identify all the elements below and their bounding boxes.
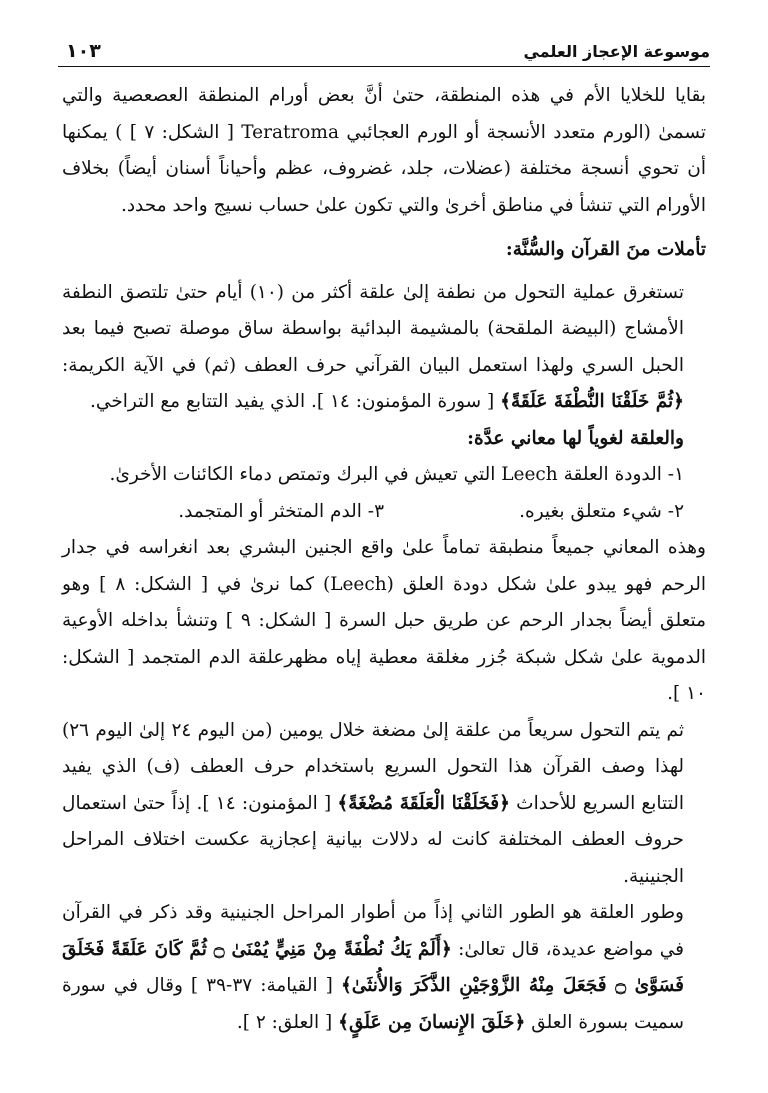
quran-verse: ﴿خَلَقَ الإِنسانَ مِن عَلَقٍ﴾ bbox=[338, 1011, 526, 1033]
page-number: ١٠٣ bbox=[66, 40, 101, 62]
page-body bbox=[62, 78, 706, 1041]
text-run: [ سورة المؤمنون: ١٤ ]. الذي يفيد التتابع مع التراخي. bbox=[90, 391, 501, 412]
paragraph-teratoma: بقايا للخلايا الأم في هذه المنطقة، حتىٰ أنَّ بعض أورام المنطقة العصعصية والتي تسمىٰ (الورم متعدد الأنسجة أو الورم العجائبي Teratroma [ الشكل: ٧ ] ) يمكنها أن تحوي أنسجة مختلفة (عضلات، جلد، غضروف، عظم وأحياناً أسنان أيضاً) بخلاف الأورام التي تنشأ في مناطق أخرىٰ والتي تكون علىٰ حساب نسيج واحد محدد. bbox=[62, 85, 706, 216]
quran-verse: ﴿ثُمَّ خَلَقْنَا النُّطْفَةَ عَلَقَةً﴾ bbox=[500, 391, 684, 412]
running-title: موسوعة الإعجاز العلمي bbox=[523, 42, 710, 61]
page-header bbox=[58, 40, 710, 67]
quran-verse: ﴿فَخَلَقْنَا الْعَلَقَةَ مُضْغَةً﴾ bbox=[337, 792, 510, 814]
list-item-3: ٣- الدم المتخثر أو المتجمد. bbox=[178, 500, 384, 522]
text-run: [ القيامة: ٣٧-٣٩ ] وقال في سورة سميت بسورة العلق bbox=[62, 975, 684, 1033]
paragraph-alaqa-stage bbox=[62, 895, 706, 1041]
text-run: تستغرق عملية التحول من نطفة إلىٰ علقة أكثر من (١٠) أيام حتىٰ تلتصق النطفة الأمشاج (البيضة الملقحة) بالمشيمة البدائية بواسطة ساق موصلة تصبح فيما بعد الحبل السري ولهذا استعمل البيان القرآني حرف العطف (ثم) في الآية الكريمة: bbox=[62, 281, 685, 376]
paragraph-mudgha bbox=[62, 713, 706, 896]
quran-verse: ﴿أَلَمْ يَكُ نُطْفَةً مِنْ مَنِيٍّ يُمْنَىٰ ۝ ثُمَّ كَانَ عَلَقَةً فَخَلَقَ فَسَوَّىٰ ۝ فَجَعَلَ مِنْهُ الزَّوْجَيْنِ الذَّكَرَ وَالأُنثَىٰ﴾ bbox=[62, 938, 685, 996]
text-run: ثم يتم التحول سريعاً من علقة إلىٰ مضغة خلال يومين (من اليوم ٢٤ إلىٰ اليوم ٢٦) لهذا وصف القرآن هذا التحول السريع باستخدام حرف العطف (ف) الذي يفيد التتابع السريع للأحداث bbox=[62, 719, 685, 814]
text-run: [ المؤمنون: ١٤ ]. إذاً حتىٰ استعمال حروف العطف المختلفة كانت له دلالات بيانية إعجازية عكست اختلاف المراحل الجنينية. bbox=[62, 792, 684, 887]
paragraph-leech: وهذه المعاني جميعاً منطبقة تماماً علىٰ واقع الجنين البشري بعد انغراسه في جدار الرحم فهو يبدو علىٰ شكل دودة العلق (Leech) كما نرىٰ في [ الشكل: ٨ ] وهو متعلق أيضاً بجدار الرحم عن طريق حبل السرة [ الشكل: ٩ ] وتنشأ بداخله الأوعية الدموية علىٰ شكل شبكة جُزر مغلقة معطية إياه مظهرعلقة الدم المتجمد [ الشكل: ١٠ ]. bbox=[62, 537, 707, 704]
section-heading: تأملات منَ القرآن والسُّنَّة: bbox=[505, 239, 706, 260]
text-run: وطور العلقة هو الطور الثاني إذاً من أطوار المراحل الجنينية وقد ذكر في القرآن في مواضع عديدة، قال تعالىٰ: bbox=[62, 902, 684, 960]
list-row bbox=[62, 494, 706, 531]
paragraph-meanings-intro: والعلقة لغوياً لها معاني عدَّة: bbox=[467, 427, 684, 449]
list-item-1: ١- الدودة العلقة Leech التي تعيش في البرك وتمتص دماء الكائنات الأخرىٰ. bbox=[109, 464, 684, 485]
paragraph-transition bbox=[62, 275, 706, 421]
text-run: [ العلق: ٢ ]. bbox=[236, 1011, 339, 1033]
list-item-2: ٢- شيء متعلق بغيره. bbox=[519, 500, 684, 522]
